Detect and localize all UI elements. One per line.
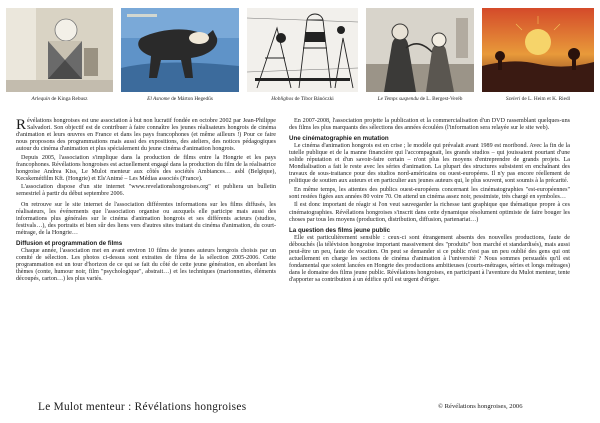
footer-copyright: © Révélations hongroises, 2006 xyxy=(438,403,523,410)
intro-paragraph: Révélations hongroises est une association à but non lucratif fondée en octobre 2002 par Jean-Philippe Salvadori. Son objectif est de contribuer à faire connaître les jeunes réalisateurs hongrois de cinéma d'animation et leurs œuvres en France et dans les pays francophones (et même ailleurs !) Pour ce faire nous proposons des programmations mais aussi des expositions, des ateliers, des notices pédagogiques autour du cinéma d'animation et plus spécialement du jeune cinéma d'animation hongrois. xyxy=(16,117,276,153)
still-arlequin xyxy=(6,8,113,92)
heading-diffusion: Diffusion et programmation de films xyxy=(16,240,123,248)
caption-temps-suspendu: Le Temps suspendu de L. Bergest-Veréb xyxy=(377,96,463,102)
site-content-paragraph: On retrouve sur le site internet de l'association différentes informations sur les films diffusés, les réalisateurs, les événements que l'association organise ou auxquels elle participe mais aussi des informations plus générales sur le cinéma d'animation hongrois et ses différents acteurs (studios, festivals…), des portraits et bien sûr des liens vers d'autres sites traitant du cinéma d'animation, du court-métrage, de la Hongrie… xyxy=(16,202,276,237)
diffusion-paragraph: Chaque année, l'association met en avant environ 10 films de jeunes auteurs hongrois choisis par un comité de sélection. Les photos ci-dessus sont extraites de films de la sélection 2005-2006. Cette programmation est un tour d'horizon de ce qui se fait du côté de cette jeune génération, en abordant les thèmes (conte, humour noir, film "psychologique", abstrait…) et les techniques (marionnettes, éléments découpés, carton…) les plus variés. xyxy=(16,248,276,283)
heading-jeune-public: La question des films jeune public xyxy=(289,226,391,234)
still-ane xyxy=(121,8,239,92)
footer-title: Le Mulot menteur : Révélations hongroises xyxy=(38,401,247,413)
react-paragraph: Il est donc important de réagir si l'on veut sauvegarder la richesse tant graphique que thématique propre à ces cinématographies. Révélations hongroises s'inscrit dans cette dynamique résolument optimiste de faire bouger les choses par tous les moyens (production, distribution, diffusion, partenariat…) xyxy=(289,202,570,223)
jeune-public-paragraph: Elle est particulièrement sensible : ceux-ci sont étrangement absents des nouvelles productions, faute de débouchés (la télévision hongroise important massivement des "produits" bon marché et standardisés), mais aussi peut-être un peu, faute de vocation. On peut se demander si ce public n'est pas un peu oublié des gens qui ont actuellement en charge les sections de cinéma d'animation à l'université ? Nous sommes persuadés qu'il est fondamental que soient lancées en Hongrie des productions ambitieuses (courts-métrages, séries et longs métrages) dans le domaine des films jeune public. Révélations hongroises, en participant à l'aventure du Mulot menteur, tente d'apporter sa contribution à un édifice qu'il est urgent d'ériger. xyxy=(289,234,570,283)
expectations-paragraph: En même temps, les attentes des publics ouest-européens concernant les cinématographies "est-européennes" sont restées figées aux années 80 voire 70. On attend un cinéma assez noir, pessimiste, très chargé en symboles… xyxy=(289,186,570,200)
caption-ane: El Asnome de Márton Hegedűs xyxy=(147,96,213,102)
production-paragraph: Depuis 2005, l'association s'implique dans la production de films entre la Hongrie et les pays francophones. Révélations hongroises est actuellement engagé dans la production du film de la réalisatrice hongroise Andrea Kiss, Le Mulot menteur aux côtés des sociétés Ambiances… asbl (Belgique), Kecskemétfilm Kft. (Hongrie) et Els'Animé – Les Médias associés (France). xyxy=(16,154,276,182)
caption-szeleri: Szeleri de L. Heim et K. Riedl xyxy=(505,96,571,102)
left-column xyxy=(16,118,276,285)
right-column xyxy=(289,118,570,285)
dvd-paragraph: En 2007-2008, l'association projette la publication et la commercialisation d'un DVD rassemblant quelques-uns des films les plus marquants des sélections des années écoulées (l'information sera relayée sur le site web). xyxy=(289,118,570,132)
still-temps-suspendu xyxy=(366,8,474,92)
crisis-paragraph: Le cinéma d'animation hongrois est en crise ; le modèle qui prévalait avant 1989 est moribond. Avec la fin de la tutelle publique et de la manne financière qui l'accompagnait, les grands studios – qui jouissaient pourtant d'une solide réputation et d'un savoir-faire certain – n'ont plus les moyens d'entreprendre de grands projets. La Mondialisation a fait le reste avec les séries d'animation. La plupart des structures subsistent en enchaînant des travaux de sous-traitance pour des studios nord-américains ou ouest-européens. Il n'y pas encore réellement de politique de soutien aux auteurs et en particulier aux jeunes auteurs qui, le plus souvent, sont soumis à la précarité. xyxy=(289,143,570,185)
still-szeleri xyxy=(482,8,594,92)
heading-mutation: Une cinématographie en mutation xyxy=(289,135,389,143)
website-paragraph: L'association dispose d'un site internet "www.revelationshongroises.org" et publiera un bulletin semestriel à partir du début septembre 2006. xyxy=(16,184,276,198)
caption-hoblighos: Hoblighos de Tibor Bánóczki xyxy=(271,96,334,102)
caption-arlequin: Arlequin de Kinga Rebusz xyxy=(31,96,88,102)
still-hoblighos xyxy=(247,8,358,92)
film-stills-strip xyxy=(6,8,594,104)
drop-cap: R xyxy=(16,117,27,133)
